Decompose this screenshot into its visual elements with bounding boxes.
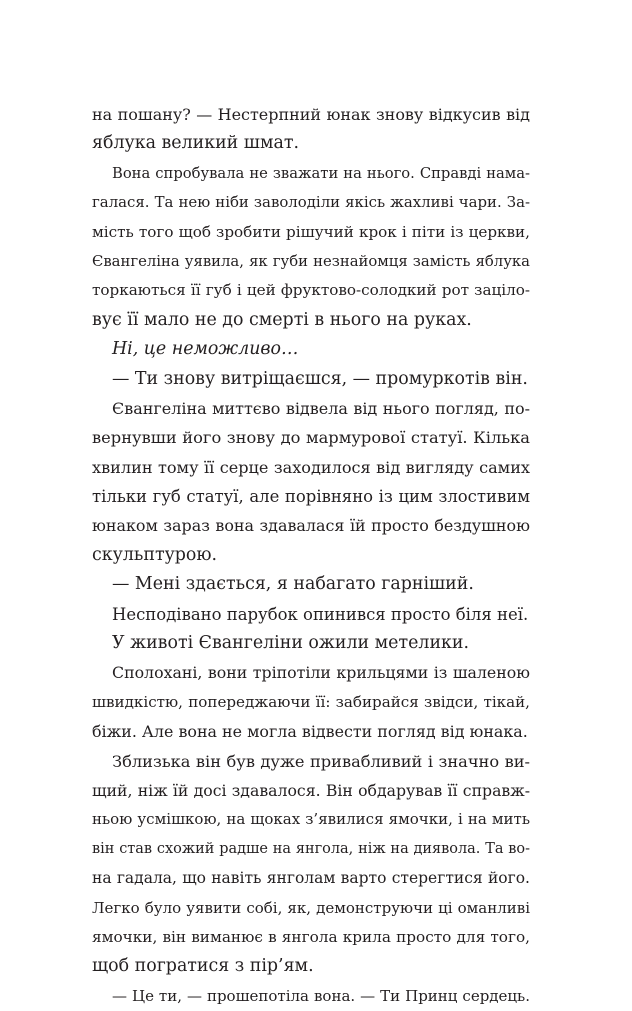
text-line: — Мені здається, я набагато гарніший. bbox=[112, 574, 474, 595]
text-line: Євангеліна уявила, як губи незнайомця замість яблука bbox=[92, 252, 530, 270]
text-line: на гадала, що навіть янголам варто стерегтися його. bbox=[92, 869, 530, 888]
page-text bbox=[92, 100, 530, 1011]
text-line: галася. Та нею ніби заволоділи якісь жахливі чари. За- bbox=[92, 193, 530, 212]
text-line: вує її мало не до смерті в нього на руках. bbox=[92, 309, 472, 330]
text-line: він став схожий радше на янгола, ніж на диявола. Та во- bbox=[92, 840, 530, 857]
text-line: ямочки, він виманює в янгола крила просто для того, bbox=[92, 927, 530, 946]
text-line: Вона спробувала не зважати на нього. Справді нама- bbox=[112, 164, 530, 182]
text-line: Несподівано парубок опинився просто біля неї. bbox=[112, 604, 529, 624]
text-line: скульптурою. bbox=[92, 544, 218, 565]
text-line: У животі Євангеліни ожили метелики. bbox=[112, 633, 470, 654]
text-line: ньою усмішкою, на щоках з’явилися ямочки, і на мить bbox=[92, 810, 530, 829]
text-line: на пошану? — Нестерпний юнак знову відкусив від bbox=[92, 105, 530, 124]
text-line: Ні, це неможливо… bbox=[112, 339, 299, 360]
text-line: Сполохані, вони тріпотіли крильцями із шаленою bbox=[112, 663, 530, 683]
text-line: яблука великий шмат. bbox=[92, 133, 299, 154]
text-line: — Ти знову витріщаєшся, — промуркотів він. bbox=[112, 368, 528, 389]
text-line: щоб погратися з пір’ям. bbox=[92, 956, 314, 977]
text-line: щий, ніж їй досі здавалося. Він обдарував її справж- bbox=[92, 780, 530, 800]
text-line: Зблизька він був дуже привабливий і значно ви- bbox=[112, 751, 530, 771]
text-line: мість того щоб зробити рішучий крок і піти із церкви, bbox=[92, 222, 530, 241]
text-line: тільки губ статуї, але порівняно із цим злостивим bbox=[92, 487, 530, 507]
text-line: торкаються її губ і цей фруктово-солодкий рот заціло- bbox=[92, 281, 530, 300]
text-line: Євангеліна миттєво відвела від нього погляд, по- bbox=[112, 398, 530, 418]
text-line: біжи. Але вона не могла відвести погляд від юнака. bbox=[92, 722, 528, 742]
text-line: хвилин тому її серце заходилося від вигляду самих bbox=[92, 457, 530, 477]
text-line: — Це ти, — прошепотіла вона. — Ти Принц сердець. bbox=[112, 986, 530, 1005]
text-line: швидкістю, попереджаючи її: забирайся звідси, тікай, bbox=[92, 692, 530, 711]
text-line: вернувши його знову до мармурової статуї. Кілька bbox=[92, 428, 530, 448]
text-line: Легко було уявити собі, як, демонструючи ці оманливі bbox=[92, 898, 530, 917]
text-line: юнаком зараз вона здавалася їй просто бездушною bbox=[92, 516, 530, 536]
